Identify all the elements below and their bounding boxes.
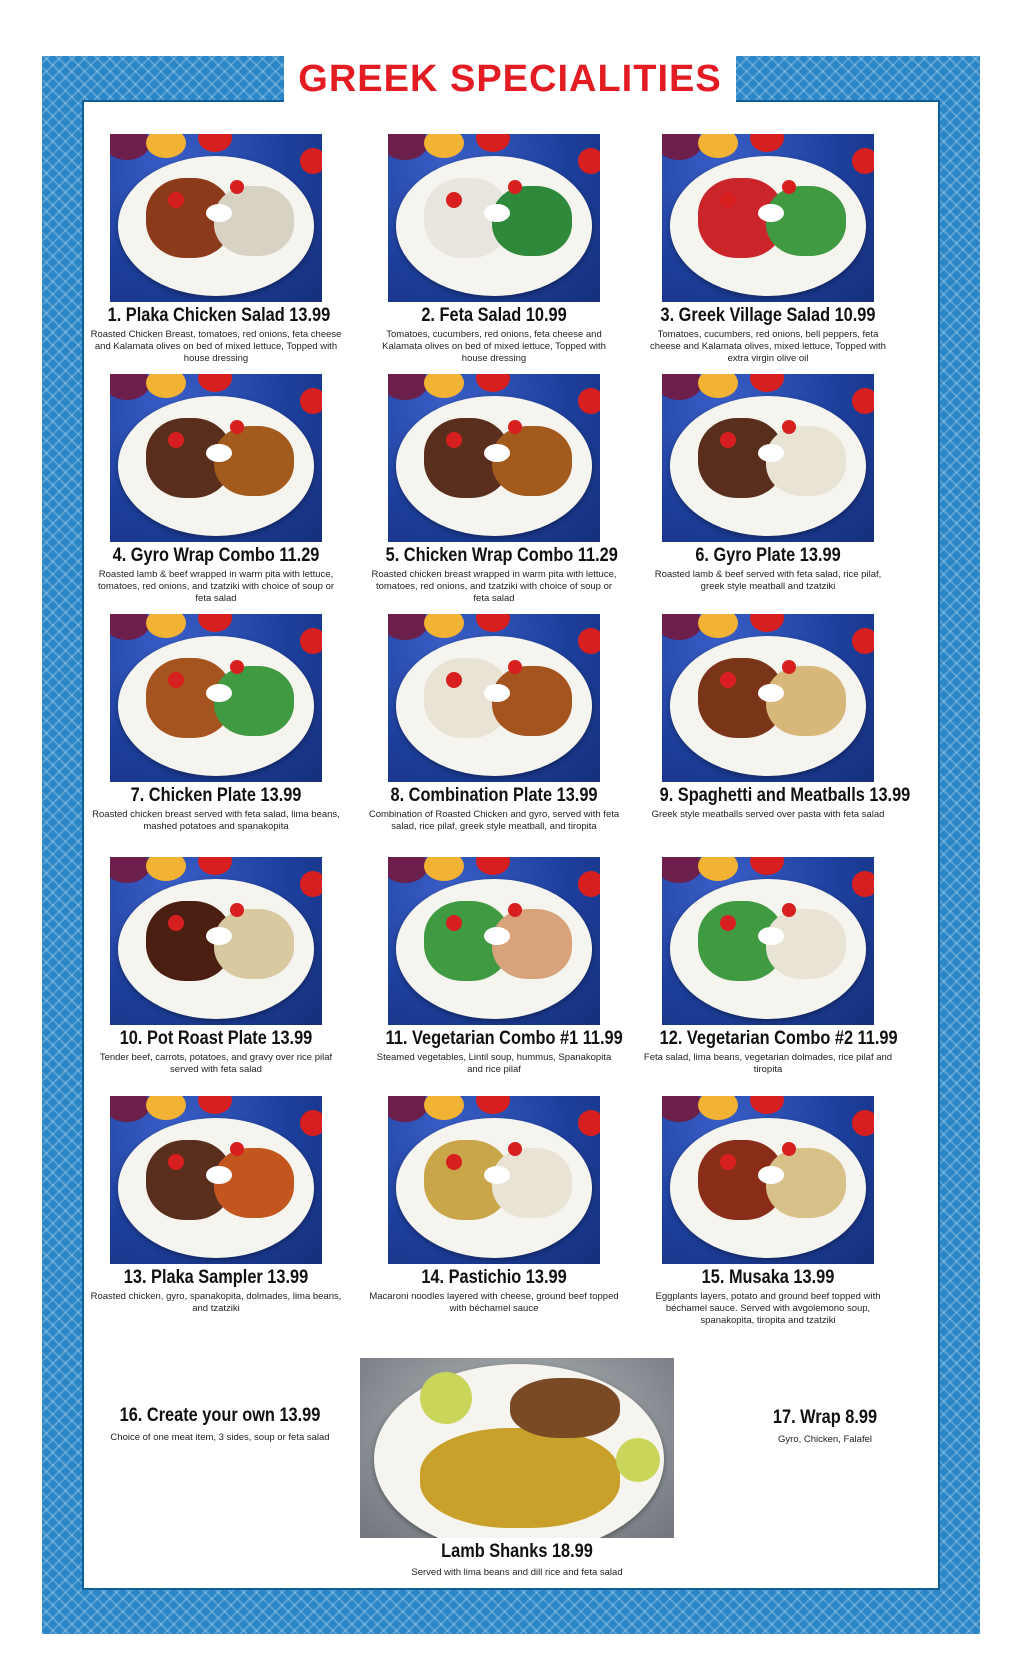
item-name: 9. Spaghetti and Meatballs 13.99: [659, 785, 911, 806]
menu-item-lamb-shanks: [360, 1358, 674, 1578]
item-name: 16. Create your own 13.99: [119, 1405, 321, 1426]
menu-item-create-your-own: [100, 1405, 340, 1455]
item-name: 11. Vegetarian Combo #1 11.99: [385, 1028, 623, 1049]
item-photo: [662, 1096, 874, 1264]
item-description: Served with lima beans and dill rice and feta salad: [411, 1567, 623, 1578]
item-description: Tender beef, carrots, potatoes, and gravy over rice pilaf served with feta salad: [99, 1052, 333, 1075]
item-description: Gyro, Chicken, Falafel: [778, 1434, 872, 1445]
title-banner: [284, 56, 736, 102]
item-photo: [388, 134, 600, 302]
item-name: 12. Vegetarian Combo #2 11.99: [659, 1028, 898, 1049]
item-name: 10. Pot Roast Plate 13.99: [119, 1028, 313, 1049]
menu-item: [368, 1096, 620, 1326]
menu-item: [90, 857, 342, 1087]
menu-item: [90, 1096, 342, 1326]
item-name: 5. Chicken Wrap Combo 11.29: [385, 545, 618, 566]
menu-item: [90, 374, 342, 604]
item-name: 1. Plaka Chicken Salad 13.99: [107, 305, 331, 326]
item-description: Roasted chicken breast wrapped in warm pita with lettuce, tomatoes, red onions, and tzatziki with choice of soup or feta salad: [371, 569, 617, 604]
item-description: Roasted chicken, gyro, spanakopita, dolmades, lima beans, and tzatziki: [90, 1291, 342, 1314]
item-photo: [110, 857, 322, 1025]
item-description: Roasted Chicken Breast, tomatoes, red onions, feta cheese and Kalamata olives on bed of mixed lettuce, Topped with house dressing: [90, 329, 342, 364]
item-name: Lamb Shanks 18.99: [441, 1541, 593, 1562]
menu-item: [368, 134, 620, 364]
item-photo: [388, 614, 600, 782]
menu-item: [90, 614, 342, 844]
item-photo: [110, 374, 322, 542]
lamb-shanks-photo: [360, 1358, 674, 1538]
item-photo: [388, 374, 600, 542]
item-description: Choice of one meat item, 3 sides, soup or feta salad: [110, 1432, 330, 1443]
item-name: 3. Greek Village Salad 10.99: [660, 305, 876, 326]
item-photo: [110, 614, 322, 782]
item-photo: [662, 614, 874, 782]
item-name: 4. Gyro Wrap Combo 11.29: [112, 545, 320, 566]
item-description: Greek style meatballs served over pasta with feta salad: [651, 809, 885, 820]
item-description: Roasted lamb & beef served with feta salad, rice pilaf, greek style meatball and tzatziki: [654, 569, 882, 592]
menu-item-wrap: [740, 1407, 910, 1457]
item-name: 2. Feta Salad 10.99: [421, 305, 567, 326]
menu-item: [642, 374, 894, 604]
item-name: 17. Wrap 8.99: [772, 1407, 878, 1428]
item-description: Roasted chicken breast served with feta salad, lima beans, mashed potatoes and spanakopita: [92, 809, 340, 832]
item-description: Macaroni noodles layered with cheese, ground beef topped with béchamel sauce: [369, 1291, 619, 1314]
item-photo: [662, 134, 874, 302]
item-name: 14. Pastichio 13.99: [421, 1267, 567, 1288]
item-description: Tomatoes, cucumbers, red onions, bell peppers, feta cheese and Kalamata olives, mixed lettuce, Topped with extra virgin olive oil: [650, 329, 886, 364]
item-description: Feta salad, lima beans, vegetarian dolmades, rice pilaf and tiropita: [643, 1052, 893, 1075]
item-photo: [388, 1096, 600, 1264]
menu-item: [642, 857, 898, 1087]
item-description: Tomatoes, cucumbers, red onions, feta cheese and Kalamata olives on bed of mixed lettuce, Topped with house dressing: [382, 329, 606, 364]
item-photo: [110, 134, 322, 302]
item-photo: [110, 1096, 322, 1264]
menu-item: [90, 134, 342, 364]
menu-item: [368, 857, 623, 1087]
item-photo: [388, 857, 600, 1025]
item-description: Combination of Roasted Chicken and gyro, served with feta salad, rice pilaf, greek style meatball, and tiropita: [368, 809, 620, 832]
menu-item: [642, 134, 894, 364]
item-name: 13. Plaka Sampler 13.99: [123, 1267, 309, 1288]
menu-item: [642, 614, 911, 844]
item-name: 6. Gyro Plate 13.99: [695, 545, 841, 566]
item-description: Steamed vegetables, Lintil soup, hummus, Spanakopita and rice pilaf: [376, 1052, 612, 1075]
menu-item: [642, 1096, 894, 1326]
item-description: Eggplants layers, potato and ground beef topped with béchamel sauce. Served with avgolemono soup, spanakopita, tiropita and tzatziki: [655, 1291, 881, 1326]
menu-item: [368, 614, 620, 844]
item-photo: [662, 857, 874, 1025]
item-description: Roasted lamb & beef wrapped in warm pita with lettuce, tomatoes, red onions, and tzatziki with choice of soup or feta salad: [97, 569, 335, 604]
item-photo: [662, 374, 874, 542]
item-name: 7. Chicken Plate 13.99: [130, 785, 302, 806]
item-name: 8. Combination Plate 13.99: [390, 785, 598, 806]
menu-title: GREEK SPECIALITIES: [298, 57, 722, 100]
item-name: 15. Musaka 13.99: [701, 1267, 835, 1288]
menu-item: [368, 374, 620, 604]
